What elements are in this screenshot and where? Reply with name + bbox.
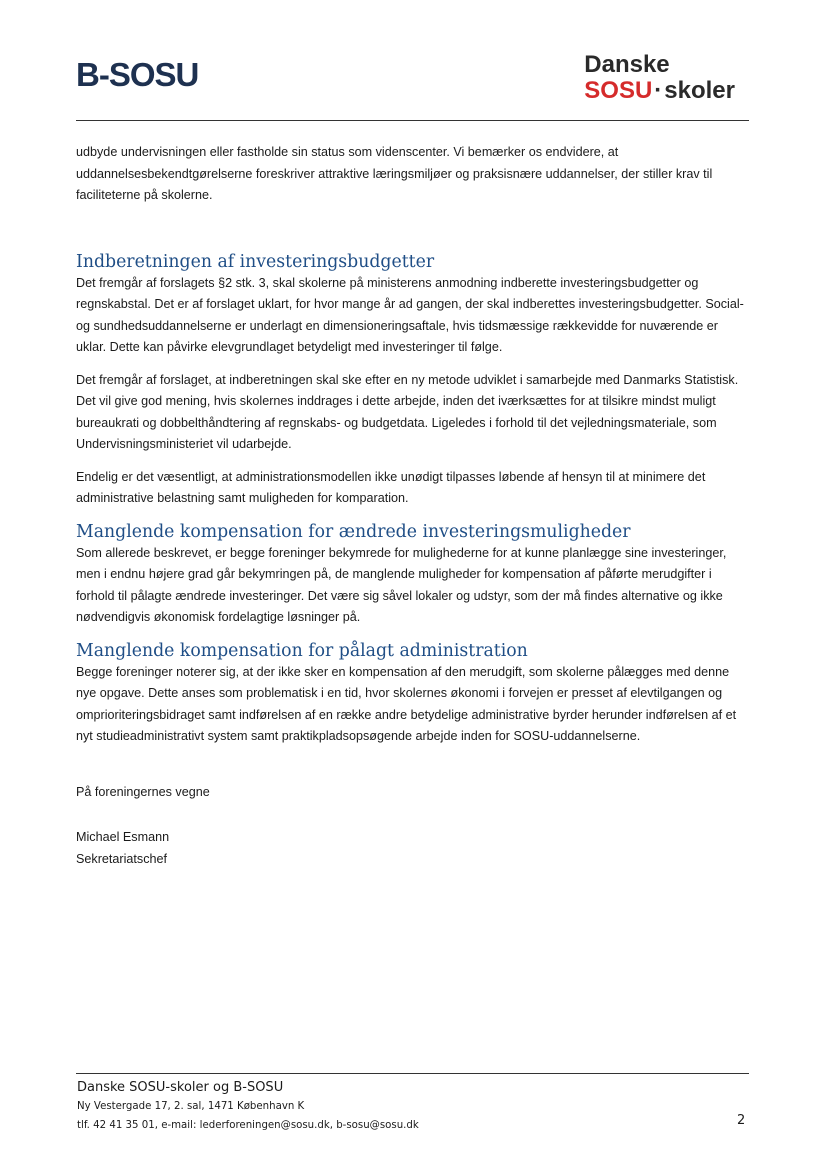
footer-address: Ny Vestergade 17, 2. sal, 1471 København K (77, 1101, 305, 1112)
signature-block (76, 827, 746, 870)
section-spacer (76, 218, 746, 251)
logo-sosu-text: SOSU (584, 77, 653, 104)
section-paragraph: Det fremgår af forslaget, at indberetningen skal ske efter en ny metode udviklet i samarbejde med Danmarks Statistisk. Det vil give god mening, hvis skolernes inddrages i dette arbejde, inden det iværksættes for at tilsikre mindst muligt bureaukrati og dobbelthåndtering af regnskabs- og budgetdata. Ligeledes i forhold til det vejledningsmateriale, som Undervisningsministeriet vil udarbejde. (76, 372, 739, 451)
logo-skoler-text: skoler (664, 77, 735, 104)
logo-sosu-skoler-line (584, 78, 735, 104)
danske-sosu-skoler-logo (584, 52, 735, 104)
closing-line: På foreningernes vegne (76, 784, 210, 799)
section-paragraph: Det fremgår af forslagets §2 stk. 3, skal skolerne på ministerens anmodning indberette investeringsbudgetter og regnskabstal. Det er af forslaget uklart, for hvor mange år ad gangen, der skal indberettes investeringsbudgetter. Social- og sundhedsuddannelserne er underlagt en dimensioneringsaftale, hvis tidsmæssige rækkevidde for nuværende er uklar. Dette kan påvirke elevgrundlaget betydeligt med investeringer til følge. (76, 275, 744, 354)
page-number: 2 (737, 1113, 746, 1128)
signer-name: Michael Esmann (76, 830, 170, 844)
logo-dot: · (654, 77, 663, 104)
b-sosu-logo: B-SOSU (76, 56, 199, 93)
logo-danske-text: Danske (584, 51, 670, 78)
section-paragraph: Endelig er det væsentligt, at administrationsmodellen ikke unødigt tilpasses løbende af hensyn til at minimere det administrative belastning samt muligheden for komparation. (76, 469, 706, 505)
footer-contact: tlf. 42 41 35 01, e-mail: lederforeningen@sosu.dk, b-sosu@sosu.dk (77, 1120, 419, 1131)
footer (77, 1078, 419, 1135)
section-heading-administration: Manglende kompensation for pålagt administration (76, 640, 528, 661)
section-paragraph: Som allerede beskrevet, er begge foreninger bekymrede for mulighederne for at kunne planlægge sine investeringer, men i endnu højere grad går bekymringen på, de manglende muligheder for kompensation af påførte merudgifter i forhold til pålagte ændrede investeringer. Det være sig såvel lokaler og udstyr, som der må findes alternative og ikke nødvendigvis økonomisk fordelagtige løsninger på. (76, 545, 727, 624)
section-heading-investeringsbudgetter: Indberetningen af investeringsbudgetter (76, 251, 435, 272)
section-heading-investeringsmuligheder: Manglende kompensation for ændrede investeringsmuligheder (76, 521, 631, 542)
signer-title: Sekretariatschef (76, 851, 167, 866)
section-paragraph: Begge foreninger noterer sig, at der ikke sker en kompensation af den merudgift, som skolerne pålægges med denne nye opgave. Dette anses som problematisk i en tid, hvor skolernes økonomi i forvejen er presset af elevtilgangen og omprioriteringsbidraget samt indførelsen af en række andre betydelige administrative byrder herunder indførelsen af et nyt studieadministrativt system samt praktikpladsopsøgende arbejde inden for SOSU-uddannelserne. (76, 664, 737, 743)
footer-org: Danske SOSU-skoler og B-SOSU (77, 1080, 284, 1095)
letter-body (76, 142, 746, 870)
intro-paragraph: udbyde undervisningen eller fastholde sin status som videnscenter. Vi bemærker os endvidere, at uddannelsesbekendtgørelserne foreskriver attraktive læringsmiljøer og praksisnære uddannelser, der stiller krav til faciliteterne på skolerne. (76, 145, 713, 202)
footer-divider (76, 1073, 749, 1074)
header-divider (76, 120, 749, 121)
